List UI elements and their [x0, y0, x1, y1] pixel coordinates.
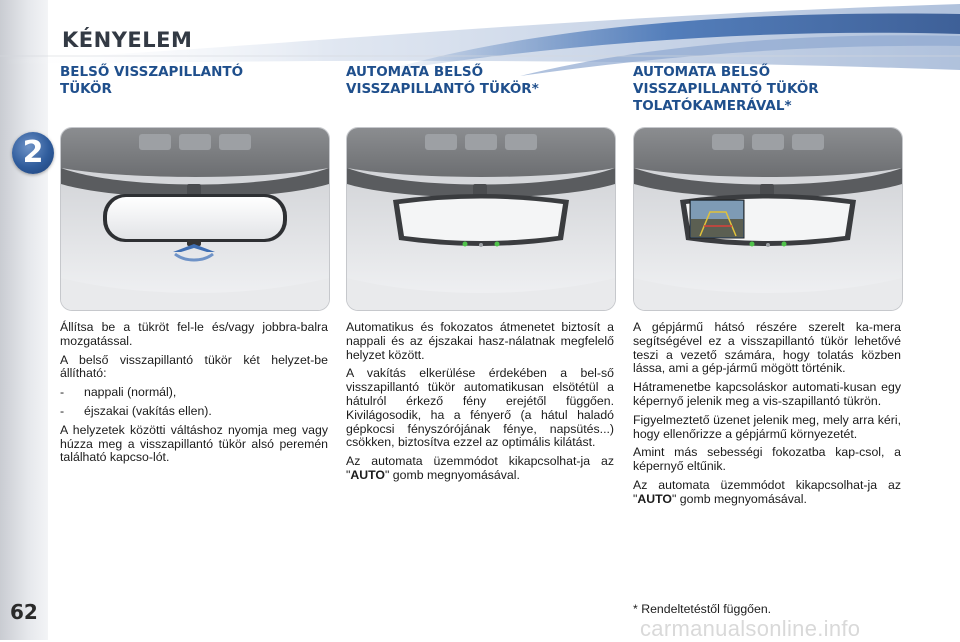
manual-mirror-illustration	[60, 127, 330, 311]
section-title: AUTOMATA BELSŐ VISSZAPILLANTÓ TÜKÖR TOLATÓKAMERÁVAL*	[633, 64, 819, 114]
list-item: - éjszakai (vakítás ellen).	[60, 403, 212, 418]
list-item: - nappali (normál),	[60, 385, 177, 400]
section-body: A gépjármű hátsó részére szerelt ka-mera segítségével ez a visszapillantó tükör lehetővé teszi a vezető számára, hogy tolatás közben lássa, ami a gép-jármű mögött történik. Hátramenetbe kapcsoláskor automati-kusan egy képernyő jelenik meg a vis-szapillantó tükrön. Figyelmeztető üzenet jelenik meg, mely arra kéri, hogy ellenőrizze a gépjármű környezetét. Amint más sebességi fokozatba kap-csol, a képernyő eltűnik. Az automata üzemmódot kikapcsolhat-ja az "AUTO" gomb megnyomásával.	[633, 320, 901, 506]
watermark: carmanualsonline.info	[640, 616, 861, 641]
auto-keyword: AUTO	[637, 491, 672, 506]
section-title: AUTOMATA BELSŐ VISSZAPILLANTÓ TÜKÖR*	[346, 64, 539, 97]
section-manual-mirror	[60, 64, 328, 470]
section-camera-mirror	[633, 64, 901, 512]
section-auto-mirror	[346, 64, 614, 488]
chapter-sidebar	[0, 0, 48, 640]
section-body: Automatikus és fokozatos átmenetet biztosít a nappali és az éjszakai hasz-nálatnak megfelelő helyzet között. A vakítás elkerülése érdekében a bel-ső visszapillantó tükör automatikusan elsötétül a hátulról érkező fény erejétől függően. Kivilágosodik, ha a fényerő (a hátul haladó gépkocsi fényszórójának fénye, napsütés...) csökken, biztosítva ezzel az optimális kilátást. Az automata üzemmódot kikapcsolhat-ja az "AUTO" gomb megnyomásával.	[346, 320, 614, 482]
page-title: KÉNYELEM	[62, 28, 193, 52]
footnote: * Rendeltetéstől függően.	[633, 602, 772, 616]
auto-sentence: Az automata üzemmódot kikapcsolhat-ja az "AUTO" gomb megnyomásával.	[633, 477, 901, 506]
auto-keyword: AUTO	[350, 467, 385, 482]
auto-mirror-illustration	[346, 127, 616, 311]
section-body: Állítsa be a tükröt fel-le és/vagy jobbra-balra mozgatással. A belső visszapillantó tükör két helyzet-be állítható: - nappali (normál), - éjszakai (vakítás ellen). A helyzetek közötti váltáshoz nyomja meg vagy húzza meg a visszapillantó tükör alsó peremén található kapcso-lót.	[60, 320, 328, 465]
chapter-badge: 2	[12, 132, 54, 174]
section-title: BELSŐ VISSZAPILLANTÓ TÜKÖR	[60, 64, 244, 97]
page-number: 62	[10, 600, 38, 624]
auto-sentence: Az automata üzemmódot kikapcsolhat-ja az "AUTO" gomb megnyomásával.	[346, 454, 614, 482]
camera-mirror-illustration	[633, 127, 903, 311]
